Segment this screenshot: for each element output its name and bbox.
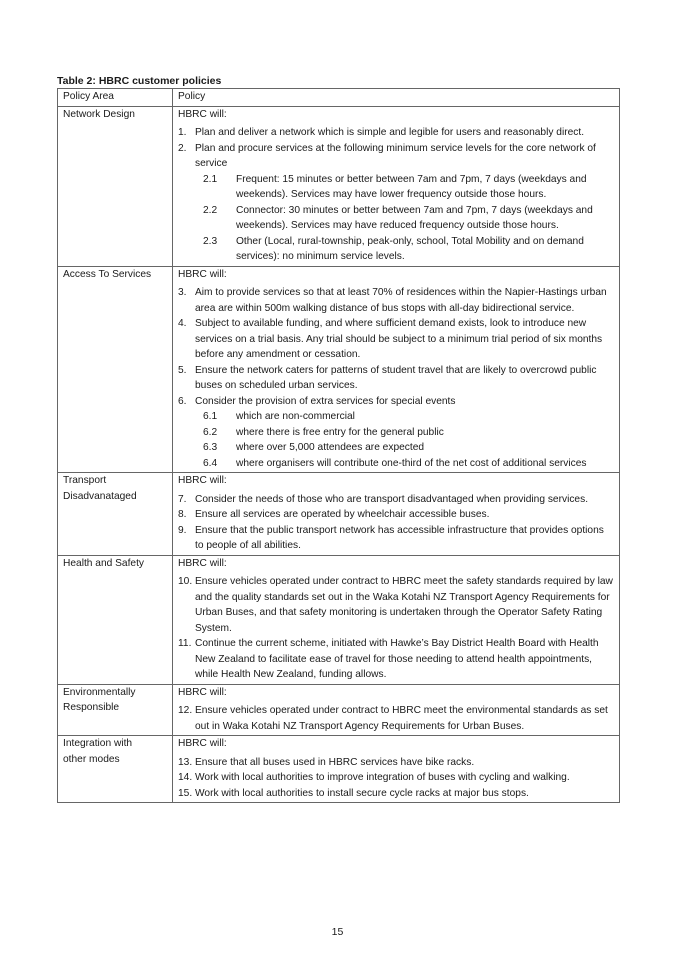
list-item xyxy=(178,703,614,734)
intro-text: HBRC will: xyxy=(178,686,227,698)
sub-item-text: where there is free entry for the general public xyxy=(236,426,444,438)
policy-area-line: Transport xyxy=(63,475,107,486)
list-item xyxy=(178,492,614,508)
item-text: Ensure vehicles operated under contract to HBRC meet the environmental standards as set out in Waka Kotahi NZ Transport Agency Requirements for Urban Buses. xyxy=(195,705,608,732)
item-number: 3. xyxy=(178,287,187,298)
policy-area-cell xyxy=(58,684,173,736)
item-text: Subject to available funding, and where sufficient demand exists, look to introduce new services on a trial basis. Any trial should be subject to a minimum trial period of six months before any amendment or cessation. xyxy=(195,318,603,360)
item-number: 1. xyxy=(178,127,187,138)
sub-item-text: which are non-commercial xyxy=(236,411,355,422)
sub-item xyxy=(178,440,614,456)
sub-item-number: 6.2 xyxy=(203,426,218,438)
table-row xyxy=(58,266,620,473)
item-number: 14. xyxy=(178,772,193,783)
table-caption: Table 2: HBRC customer policies xyxy=(57,75,222,87)
policy-area-cell: Health and Safety xyxy=(58,555,173,684)
table-row xyxy=(58,736,620,803)
sub-item-number: 6.1 xyxy=(203,411,218,422)
sub-item-text: where organisers will contribute one-third of the net cost of additional services xyxy=(236,457,587,469)
policy-area-cell: Network Design xyxy=(58,106,173,266)
sub-item-text: Frequent: 15 minutes or better between 7am and 7pm, 7 days (weekdays and weekends). Services may have lower frequency outside those hours. xyxy=(236,173,587,200)
policy-area-cell xyxy=(58,736,173,803)
item-number: 11. xyxy=(178,638,192,649)
policy-table xyxy=(57,88,620,803)
policy-area-line: Environmentally xyxy=(63,686,136,698)
sub-item-text: Other (Local, rural-township, peak-only, school, Total Mobility and on demand services): no minimum service levels. xyxy=(236,235,584,262)
item-text: Consider the provision of extra services for special events xyxy=(195,395,456,407)
list-item xyxy=(178,770,614,786)
sub-item-number: 6.3 xyxy=(203,442,218,453)
policy-area-cell xyxy=(58,473,173,556)
item-number: 12. xyxy=(178,705,193,716)
item-number: 6. xyxy=(178,395,187,407)
sub-item-number: 2.1 xyxy=(203,173,218,185)
item-number: 13. xyxy=(178,756,193,768)
list-item xyxy=(178,125,614,141)
item-text: Ensure all services are operated by wheelchair accessible buses. xyxy=(195,509,490,520)
table-row xyxy=(58,684,620,736)
policy-cell xyxy=(173,555,620,684)
policy-cell xyxy=(173,736,620,803)
list-item xyxy=(178,316,614,363)
sub-item-number: 6.4 xyxy=(203,457,218,469)
policy-area-line: Integration with xyxy=(63,738,133,749)
intro-text: HBRC will: xyxy=(178,557,227,569)
header-policy: Policy xyxy=(173,89,620,107)
header-policy-area: Policy Area xyxy=(58,89,173,107)
list-item xyxy=(178,507,614,523)
sub-item xyxy=(178,456,614,472)
item-text: Work with local authorities to improve integration of buses with cycling and walking. xyxy=(195,772,570,783)
intro-text: HBRC will: xyxy=(178,108,227,120)
item-text: Ensure vehicles operated under contract to HBRC meet the safety standards required by law and the quality standards set out in the Waka Kotahi NZ Transport Agency Requirements for Urban Buses, and that safety monitoring is undertaken through the Operator Safety Rating System. xyxy=(195,576,613,634)
list-item xyxy=(178,755,614,771)
item-number: 4. xyxy=(178,318,187,329)
policy-cell xyxy=(173,106,620,266)
table-row xyxy=(58,473,620,556)
item-number: 15. xyxy=(178,787,193,799)
sub-item-number: 2.2 xyxy=(203,204,218,216)
list-item xyxy=(178,786,614,802)
intro-text: HBRC will: xyxy=(178,268,227,280)
policy-area-line: Responsible xyxy=(63,702,120,713)
item-number: 2. xyxy=(178,142,187,154)
item-number: 9. xyxy=(178,524,187,536)
item-number: 8. xyxy=(178,509,187,520)
item-text: Ensure that the public transport network has accessible infrastructure that provides options to people of all abilities. xyxy=(195,524,604,551)
policy-cell xyxy=(173,266,620,473)
intro-text: HBRC will: xyxy=(178,475,227,486)
table-row xyxy=(58,106,620,266)
list-item xyxy=(178,523,614,554)
sub-item xyxy=(178,234,614,265)
policy-area-line: other modes xyxy=(63,753,120,765)
page-number: 15 xyxy=(331,926,344,938)
item-text: Consider the needs of those who are transport disadvantaged when providing services. xyxy=(195,493,589,505)
sub-item xyxy=(178,409,614,425)
sub-item xyxy=(178,172,614,203)
item-number: 10. xyxy=(178,576,193,587)
item-text: Work with local authorities to install secure cycle racks at major bus stops. xyxy=(195,787,529,799)
table-header-row xyxy=(58,89,620,107)
item-text: Plan and procure services at the following minimum service levels for the core network of service xyxy=(195,142,596,169)
policy-area-line: Disadvanataged xyxy=(63,490,137,502)
item-text: Ensure the network caters for patterns of student travel that are likely to overcrowd public buses on scheduled urban services. xyxy=(195,364,597,391)
item-text: Ensure that all buses used in HBRC services have bike racks. xyxy=(195,756,475,768)
item-number: 5. xyxy=(178,364,187,376)
sub-item-text: where over 5,000 attendees are expected xyxy=(236,442,425,453)
item-text: Aim to provide services so that at least 70% of residences within the Napier-Hastings urban area are within 500m walking distance of bus stops with all-day bidirectional service. xyxy=(195,287,607,314)
list-item xyxy=(178,363,614,394)
policy-cell xyxy=(173,473,620,556)
list-item xyxy=(178,141,614,172)
list-item xyxy=(178,285,614,316)
sub-item-text: Connector: 30 minutes or better between 7am and 7pm, 7 days (weekdays and weekends). Services may have reduced frequency outside those hours. xyxy=(236,204,593,231)
policy-area-cell: Access To Services xyxy=(58,266,173,473)
table-row xyxy=(58,555,620,684)
intro-text: HBRC will: xyxy=(178,738,227,749)
sub-item xyxy=(178,203,614,234)
sub-item xyxy=(178,425,614,441)
policy-cell xyxy=(173,684,620,736)
list-item xyxy=(178,394,614,410)
list-item xyxy=(178,636,614,683)
list-item xyxy=(178,574,614,636)
item-text: Plan and deliver a network which is simple and legible for users and reasonably direct. xyxy=(195,127,585,138)
sub-item-number: 2.3 xyxy=(203,235,218,247)
item-number: 7. xyxy=(178,493,187,505)
item-text: Continue the current scheme, initiated with Hawke’s Bay District Health Board with Health New Zealand to facilitate ease of travel for those needing to attend health appointments, while Health New Zealand, funding allows. xyxy=(195,638,599,680)
